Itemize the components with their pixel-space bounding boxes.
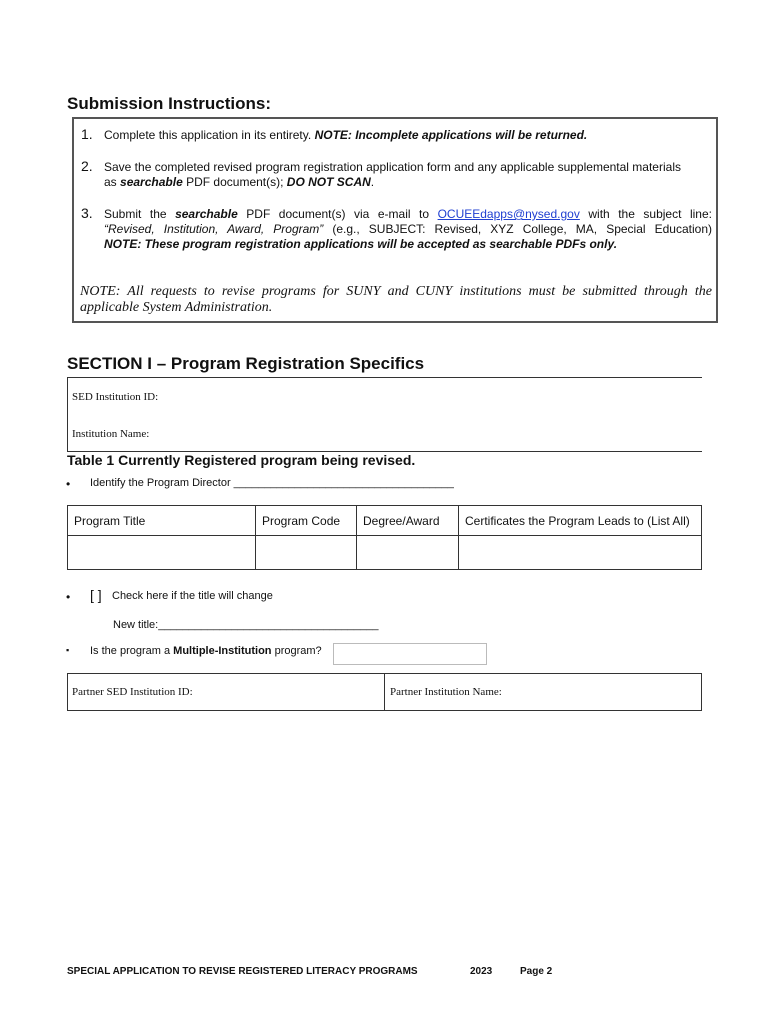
- multi-institution-question: Is the program a Multiple-Institution program?: [90, 645, 322, 657]
- cell-degree-award[interactable]: [357, 536, 459, 570]
- item-3-note: NOTE: These program registration applications will be accepted as searchable PDFs only.: [104, 237, 618, 251]
- title-change-label: Check here if the title will change: [112, 590, 273, 602]
- table-header-row: [68, 506, 702, 536]
- footer-year: 2023: [470, 966, 493, 977]
- table-1-heading: Table 1 Currently Registered program being revised.: [67, 452, 416, 468]
- new-title-field[interactable]: New title:____________________________________: [113, 619, 379, 631]
- bullet-icon: •: [66, 590, 71, 604]
- item-1-text: Complete this application in its entirety. NOTE: Incomplete applications will be returned.: [104, 128, 588, 142]
- multi-institution-select[interactable]: [333, 643, 487, 665]
- partner-sed-id-label: Partner SED Institution ID:: [72, 686, 193, 698]
- email-link[interactable]: OCUEEdapps@nysed.gov: [437, 207, 580, 221]
- partner-institution-name-label: Partner Institution Name:: [390, 686, 502, 698]
- footer-page: Page 2: [520, 966, 553, 977]
- item-1-number: 1.: [81, 126, 93, 142]
- item-3-text: Submit the searchable PDF document(s) via e-mail to OCUEEdapps@nysed.gov with the subject line: “Revised, Institution, Award, Program” (e.g., SUBJECT: Revised, XYZ College, MA, Special Education) NOTE: These program registration applications will be accepted as searchable PDFs only.: [104, 207, 713, 251]
- item-3-number: 3.: [81, 205, 93, 221]
- item-2-number: 2.: [81, 158, 93, 174]
- item-1-note: NOTE: Incomplete applications will be returned.: [314, 128, 588, 142]
- col-program-code: Program Code: [256, 506, 357, 536]
- partner-divider: [384, 673, 385, 711]
- institution-name-label: Institution Name:: [72, 428, 150, 440]
- program-director-field[interactable]: Identify the Program Director ____________________________________: [90, 477, 454, 489]
- square-bullet-icon: ▪: [66, 645, 70, 655]
- program-table: [67, 505, 702, 570]
- cell-certificates[interactable]: [459, 536, 702, 570]
- col-degree-award: Degree/Award: [357, 506, 459, 536]
- cell-program-code[interactable]: [256, 536, 357, 570]
- institution-box: [67, 377, 702, 452]
- col-certificates: Certificates the Program Leads to (List All): [459, 506, 702, 536]
- footer-title: SPECIAL APPLICATION TO REVISE REGISTERED LITERACY PROGRAMS: [67, 966, 418, 977]
- item-2-text: Save the completed revised program registration application form and any applicable supplemental materials as searchable PDF document(s); DO NOT SCAN.: [104, 160, 681, 189]
- section-1-heading: SECTION I – Program Registration Specifics: [67, 354, 425, 373]
- table-row: [68, 536, 702, 570]
- cell-program-title[interactable]: [68, 536, 256, 570]
- submission-heading: Submission Instructions:: [67, 94, 272, 113]
- bullet-icon: •: [66, 477, 71, 491]
- col-program-title: Program Title: [68, 506, 256, 536]
- title-change-checkbox[interactable]: [ ]: [90, 587, 102, 603]
- sed-institution-id-label: SED Institution ID:: [72, 391, 159, 403]
- system-administration-note: NOTE: All requests to revise programs for SUNY and CUNY institutions must be submitted through the applicable System Administration.: [80, 284, 712, 315]
